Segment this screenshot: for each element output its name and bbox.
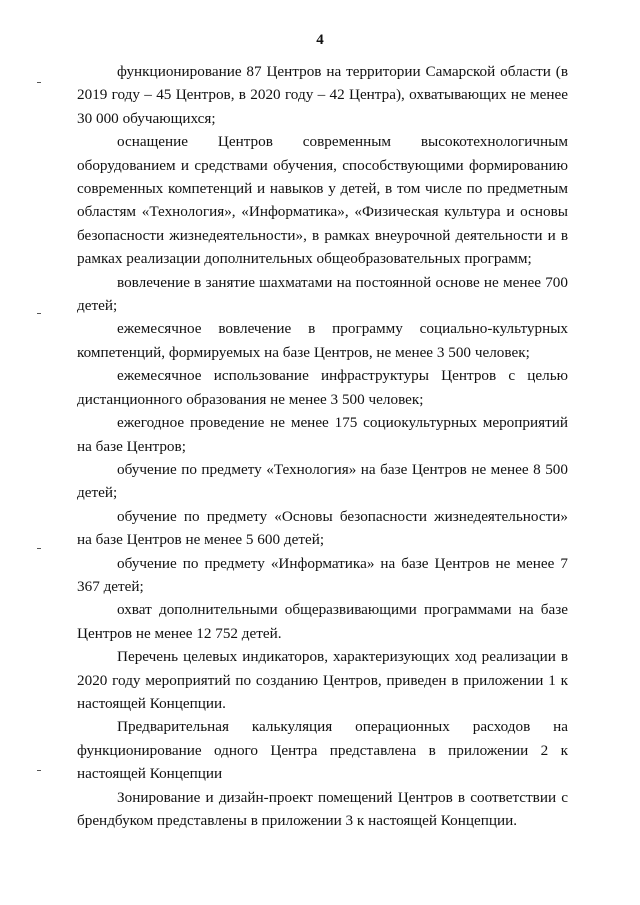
- paragraph: обучение по предмету «Основы безопасности жизнедеятельности» на базе Центров не менее 5 600 детей;: [77, 507, 568, 549]
- paragraph: ежегодное проведение не менее 175 социокультурных мероприятий на базе Центров;: [77, 414, 568, 455]
- margin-mark: [37, 548, 41, 549]
- paragraph: функционирование 87 Центров на территории Самарской области (в 2019 году – 45 Центров, в 2020 году – 42 Центра), охватывающих не менее 30 000 обучающихся;: [77, 63, 568, 127]
- paragraph: вовлечение в занятие шахматами на постоянной основе не менее 700 детей;: [77, 273, 568, 315]
- paragraph: обучение по предмету «Информатика» на базе Центров не менее 7 367 детей;: [77, 554, 568, 595]
- paragraph: ежемесячное вовлечение в программу социально-культурных компетенций, формируемых на базе Центров, не менее 3 500 человек;: [77, 320, 568, 361]
- body-text: [77, 60, 568, 832]
- margin-mark: [37, 313, 41, 314]
- paragraph: Зонирование и дизайн-проект помещений Центров в соответствии с брендбуком представлены в приложении 3 к настоящей Концепции.: [77, 788, 568, 829]
- paragraph: оснащение Центров современным высокотехнологичным оборудованием и средствами обучения, способствующими формированию современных компетенций и навыков у детей, в том числе по предметным областям «Технология», «Информатика», «Физическая культура и основы безопасности жизнедеятельности», в рамках внеурочной деятельности и в рамках реализации дополнительных общеобразовательных программ;: [77, 133, 568, 268]
- paragraph: охват дополнительными общеразвивающими программами на базе Центров не менее 12 752 детей.: [77, 601, 568, 642]
- page-number: 4: [316, 32, 324, 48]
- paragraph: Предварительная калькуляция операционных расходов на функционирование одного Центра представлена в приложении 2 к настоящей Концепции: [77, 718, 568, 783]
- paragraph: обучение по предмету «Технология» на базе Центров не менее 8 500 детей;: [77, 460, 568, 502]
- paragraph: Перечень целевых индикаторов, характеризующих ход реализации в 2020 году мероприятий по созданию Центров, приведен в приложении 1 к настоящей Концепции.: [77, 648, 568, 712]
- margin-mark: [37, 770, 41, 771]
- margin-mark: [37, 82, 41, 83]
- paragraph: ежемесячное использование инфраструктуры Центров с целью дистанционного образования не менее 3 500 человек;: [77, 367, 568, 408]
